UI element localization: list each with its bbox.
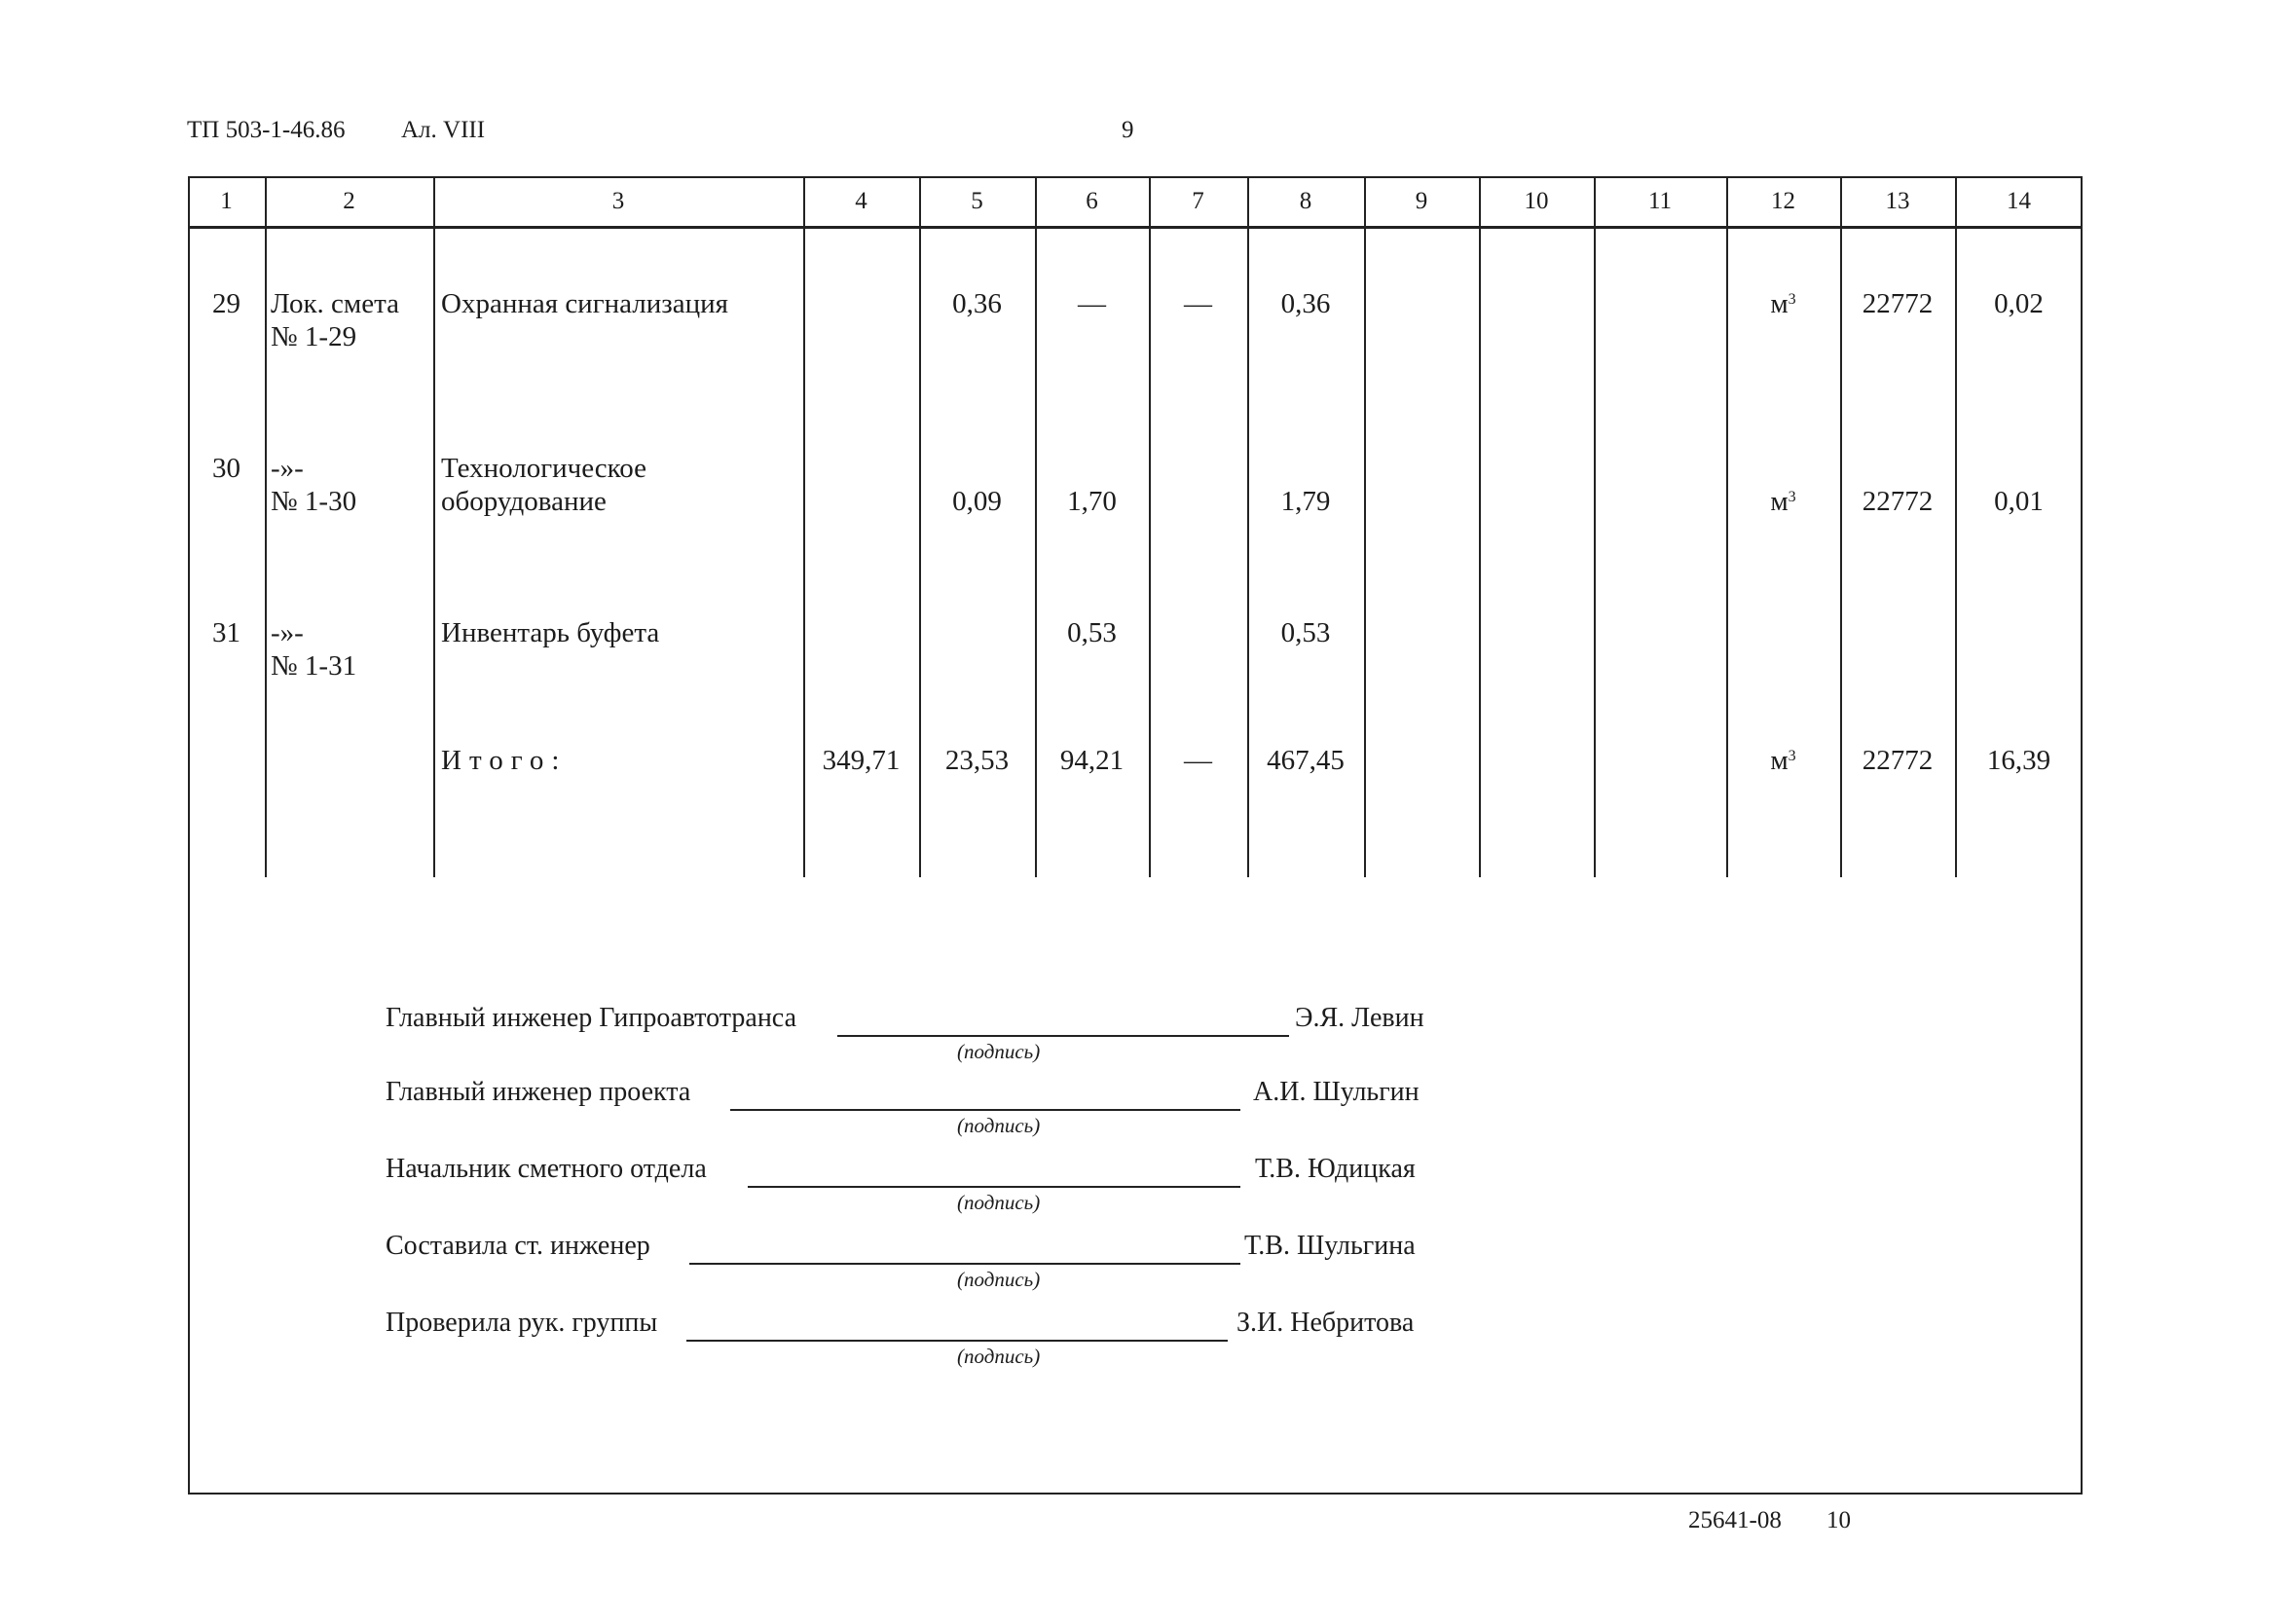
column-divider <box>1594 176 1596 877</box>
signatory-title: Составила ст. инженер <box>386 1231 650 1261</box>
value-col5: 0,36 <box>952 288 1002 319</box>
signature-line <box>689 1263 1240 1265</box>
source-doc-number: № 1-31 <box>271 650 357 682</box>
total-col13: 22772 <box>1862 745 1934 776</box>
total-col8: 467,45 <box>1267 745 1345 776</box>
column-divider <box>1364 176 1366 877</box>
column-number: 5 <box>971 188 983 214</box>
column-number: 7 <box>1192 188 1204 214</box>
row-number: 31 <box>212 617 240 648</box>
column-divider <box>433 176 435 877</box>
total-unit: $м^3$ <box>1770 745 1796 776</box>
signatory-title: Главный инженер проекта <box>386 1077 691 1107</box>
row-number: 30 <box>212 453 240 484</box>
value-col8: 1,79 <box>1280 486 1331 517</box>
column-number: 3 <box>611 188 625 214</box>
document-code: ТП 503-1-46.86 <box>187 117 346 143</box>
column-number: 10 <box>1524 188 1549 214</box>
signature-caption: (подпись) <box>957 1191 1041 1214</box>
column-number: 8 <box>1299 188 1312 214</box>
column-number: 13 <box>1885 188 1910 214</box>
item-name-cont: оборудование <box>441 486 607 517</box>
signature-caption: (подпись) <box>957 1040 1041 1063</box>
total-label: Итого: <box>441 745 568 776</box>
signatory-name: А.И. Шульгин <box>1253 1077 1420 1107</box>
value-col13: 22772 <box>1862 486 1934 517</box>
total-col5: 23,53 <box>944 745 1010 776</box>
value-col14: 0,02 <box>1994 288 2044 319</box>
column-divider <box>265 176 267 877</box>
value-col8: 0,53 <box>1280 617 1331 648</box>
signature-line <box>837 1035 1289 1037</box>
signature-line <box>730 1109 1240 1111</box>
item-name: Охранная сигнализация <box>441 288 728 319</box>
value-col14: 0,01 <box>1994 486 2044 517</box>
column-number: 4 <box>855 188 867 214</box>
signatory-title: Проверила рук. группы <box>386 1308 658 1338</box>
page-number: 9 <box>1122 117 1134 143</box>
signatory-name: Т.В. Шульгина <box>1244 1231 1416 1261</box>
row-number: 29 <box>212 288 240 319</box>
value-col6: 0,53 <box>1067 617 1117 648</box>
signature-caption: (подпись) <box>957 1268 1041 1291</box>
value-col6: 1,70 <box>1067 486 1117 517</box>
signature-line <box>686 1340 1228 1342</box>
total-col14: 16,39 <box>1986 745 2051 776</box>
signatory-title: Главный инженер Гипроавтотранса <box>386 1003 796 1033</box>
source-doc-number: № 1-30 <box>271 486 357 517</box>
footer-sheet: 10 <box>1826 1507 1851 1533</box>
value-col7: — <box>1184 288 1212 319</box>
source-doc: -»- <box>271 453 304 484</box>
unit: $м^3$ <box>1770 288 1796 319</box>
signature-caption: (подпись) <box>957 1345 1041 1368</box>
value-col6: — <box>1078 288 1106 319</box>
source-doc: -»- <box>271 617 304 648</box>
column-number: 11 <box>1647 188 1673 214</box>
source-doc: Лок. смета <box>271 288 400 319</box>
value-col13: 22772 <box>1862 288 1934 319</box>
column-number: 14 <box>2007 188 2031 214</box>
column-number: 9 <box>1415 188 1428 214</box>
column-divider <box>1479 176 1481 877</box>
total-col4: 349,71 <box>822 745 901 776</box>
unit: $м^3$ <box>1770 486 1796 517</box>
column-number: 6 <box>1086 188 1098 214</box>
column-number: 2 <box>343 188 355 214</box>
signature-caption: (подпись) <box>957 1114 1041 1137</box>
signatory-name: Э.Я. Левин <box>1295 1003 1424 1033</box>
signature-line <box>748 1186 1240 1188</box>
value-col5: 0,09 <box>952 486 1002 517</box>
signatory-title: Начальник сметного отдела <box>386 1154 707 1184</box>
total-col7: — <box>1184 745 1212 776</box>
source-doc-number: № 1-29 <box>271 321 357 352</box>
album-number: Ал. VIII <box>401 117 486 143</box>
total-col6: 94,21 <box>1059 745 1125 776</box>
signatory-name: Т.В. Юдицкая <box>1255 1154 1416 1184</box>
column-number: 12 <box>1771 188 1795 214</box>
item-name: Технологическое <box>441 453 647 484</box>
table-frame <box>188 176 2083 1495</box>
footer-code: 25641-08 <box>1688 1507 1782 1533</box>
item-name: Инвентарь буфета <box>441 617 660 648</box>
signatory-name: З.И. Небритова <box>1236 1308 1415 1338</box>
column-number: 1 <box>220 188 233 214</box>
value-col8: 0,36 <box>1280 288 1331 319</box>
